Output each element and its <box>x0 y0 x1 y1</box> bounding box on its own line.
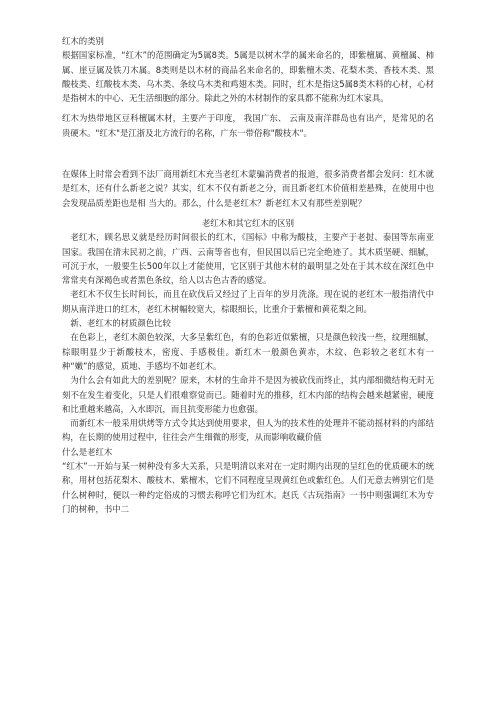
document-body <box>62 34 434 516</box>
subheading-what-is-old-red-wood: 什么是老红木 <box>62 446 113 457</box>
paragraph-new-wood-processing: 而新红木一般采用烘烤等方式令其达到使用要求，但人为的技术性的处理并不能动摇材料的内部结构，在长期的使用过程中，往往会产生细微的形变，从而影响收藏价值 <box>62 418 434 443</box>
section-title: 老红木和其它红木的区别 <box>201 217 295 228</box>
subheading-color-comparison: 新、老红木的材质颜色比较 <box>70 318 171 329</box>
paragraph-difference-reason: 为什么会有如此大的差别呢？原来，木材的生命并不是因为被砍伐而终止，其内部细微结构无时无刻不在发生着变化，只是人们很难察觉而已。随着时光的推移，红木内部的结构会越来越紧密，硬度和比重越来越高，入水即沉，而且抗变形能力也愈强。 <box>62 375 434 414</box>
paragraph-color-comparison: 在色彩上，老红木颜色较深，大多呈紫红色，有的色彩近似紫檀，只是颜色较浅一些，纹理细腻，棕眼明显少于新酸枝木，密度、手感极佳。新红木一般颜色黄赤，木纹、色彩较之老红木有一种“嫩”的感觉，质地、手感均不如老红木。 <box>62 332 434 371</box>
doc-heading: 红木的类别 <box>62 36 104 46</box>
paragraph-old-red-wood-definition: 老红木，顾名思义就是经历时间很长的红木，《国标》中称为酸枝，主要产于老挝、泰国等东南亚国家。我国在清末民初之前，广西、云南等省也有，但民国以后已完全绝迹了。其木质坚硬、细腻，可沉于水，一般要生长500年以上才能使用，它区别于其他木材的最明显之处在于其木纹在深红色中常常夹有深褐色或者黑色条纹，给人以古色古香的感觉。 <box>62 232 434 286</box>
paragraph-red-wood-origin: 红木为热带地区豆科檀属木材，主要产于印度， 我国广东、 云南及南洋群岛也有出产，是常见的名贵硬木。"红木"是江浙及北方流行的名称，广东一带俗称"酸枝木"。 <box>62 113 434 138</box>
paragraph-red-wood-categories: 根据国家标准，“红木”的范围确定为5属8类。5属是以树木学的属来命名的，即紫檀属、黄檀属、柿属、崖豆属及铁刀木属。8类则是以木材的商品名来命名的，即紫檀木类、花梨木类、香枝木类、黑酸枝类、红酸枝木类、乌木类、条纹乌木类和鸡翅木类。同时，红木是指这5属8类木料的心材，心材是指树木的中心、无生活细胞的部分。除此之外的木材制作的家具都不能称为红木家具。 <box>62 50 434 104</box>
paragraph-old-red-wood-age: 老红木不仅生长时间长，而且在砍伐后又经过了上百年的岁月洗涤。现在说的老红木一般指清代中期从南洋进口的红木，老红木树幅较宽大，棕眼细长，比重介于紫檀和黄花梨之间。 <box>62 289 434 314</box>
paragraph-red-wood-history: “红木”一开始与某一树种没有多大关系，只是明清以来对在一定时期内出现的呈红色的优质硬木的统称，用材包括花梨木、酸枝木、紫檀木，它们不同程度呈现黄红色或紫红色。人们无意去辨别它们是什么树种时，便以一种约定俗成的习惯去称呼它们为红木。赵氏《古玩指南》一书中则强调红木为专门的树种，书中二 <box>62 461 434 514</box>
paragraph-new-old-intro: 在媒体上时常会看到不法厂商用新红木充当老红木蒙骗消费者的报道，很多消费者都会发问：红木就是红木，还有什么新老之说？其实，红木不仅有新老之分，而且新老红木价值相差悬殊，在使用中也会发现品质差距也是相 当大的。那么，什么是老红木？新老红木又有那些差别呢？ <box>62 169 434 208</box>
